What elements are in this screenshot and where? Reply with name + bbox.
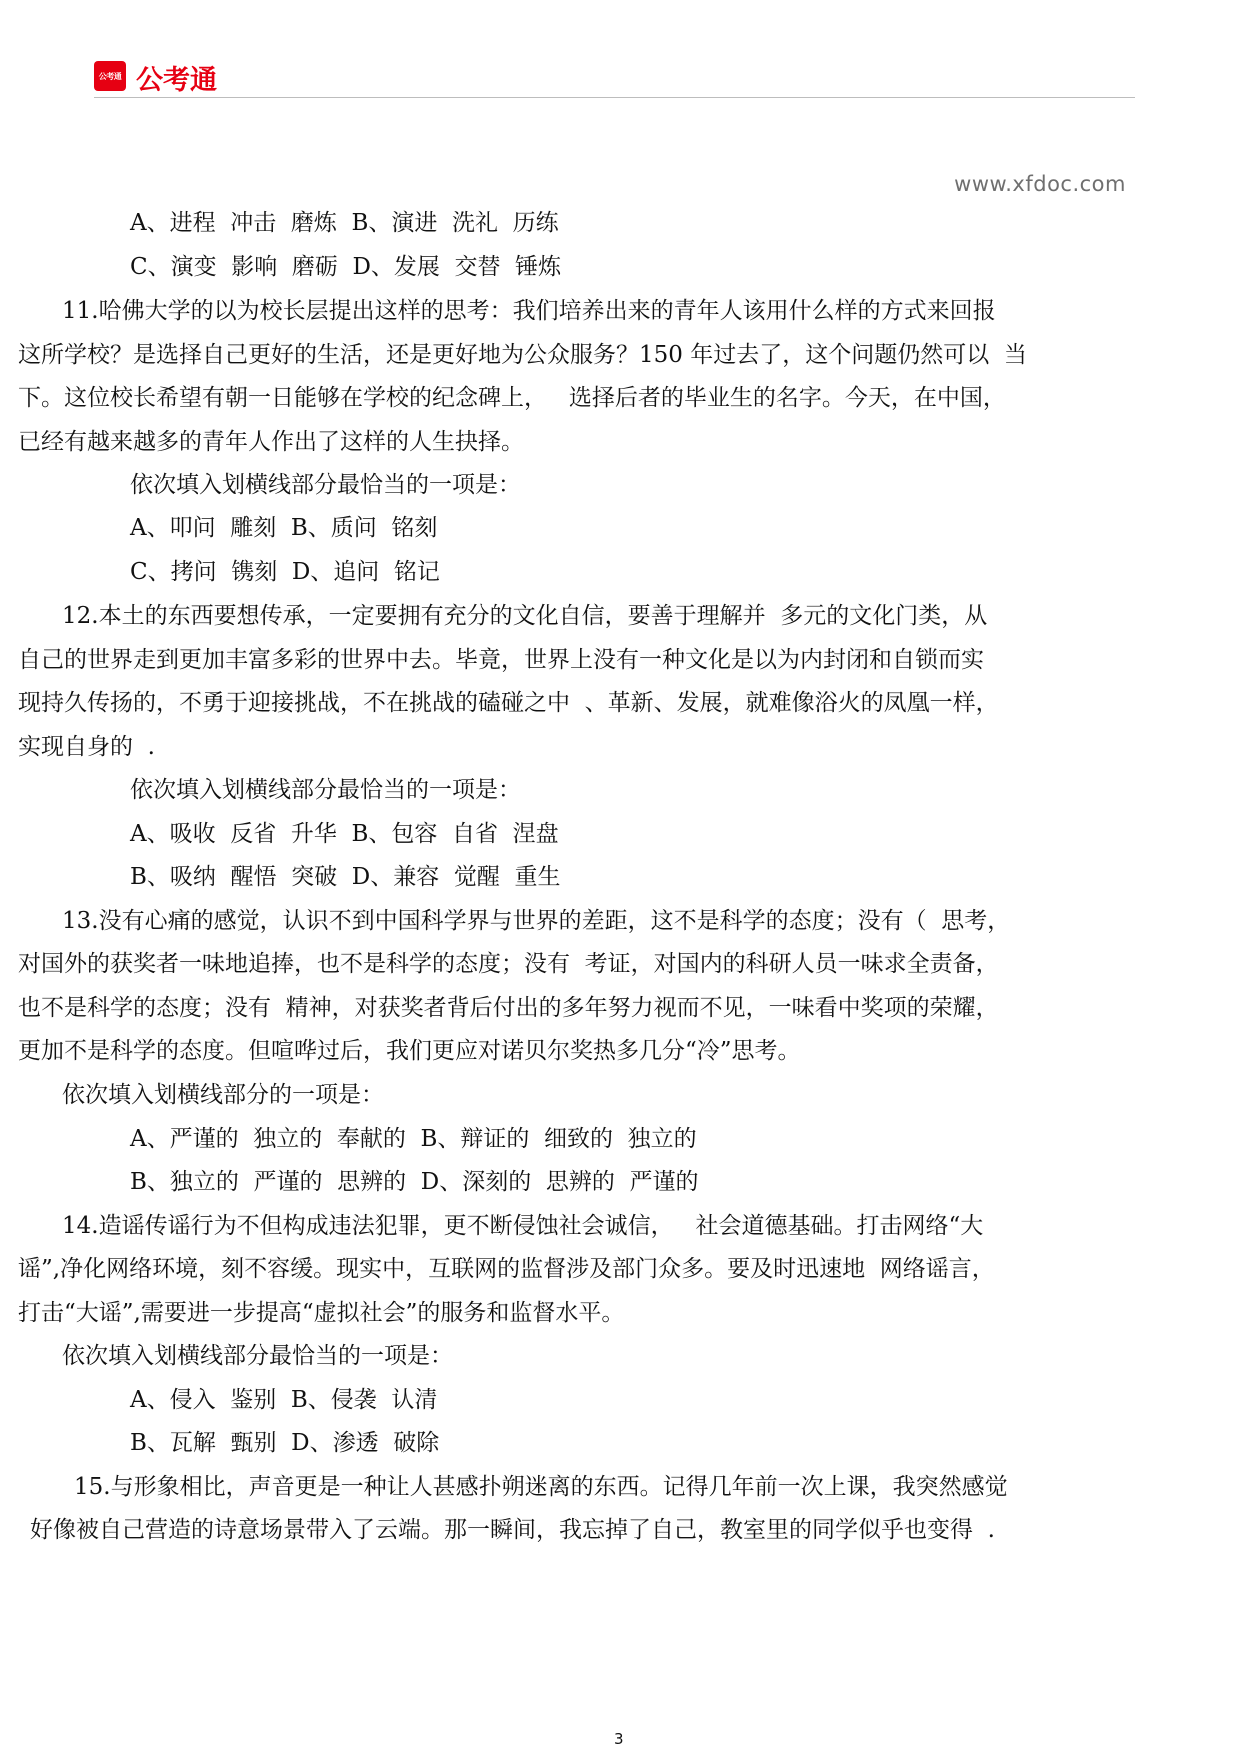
instruction-line: 依次填入划横线部分的一项是： [62, 1082, 384, 1108]
option-line: C、演变 影响 磨砺 D、发展 交替 锤炼 [130, 254, 562, 280]
question-line: 更加不是科学的态度。但喧哗过后，我们更应对诺贝尔奖热多几分“冷”思考。 [18, 1038, 801, 1064]
option-line: A、进程 冲击 磨炼 B、演进 洗礼 历练 [130, 210, 559, 236]
question-line: 对国外的获奖者一味地追捧，也不是科学的态度；没有 考证，对国内的科研人员一味求全责备， [18, 951, 999, 977]
option-line: B、瓦解 甄别 D、渗透 破除 [130, 1430, 440, 1456]
option-line: A、侵入 鉴别 B、侵袭 认清 [130, 1387, 438, 1413]
document-header [94, 58, 1135, 98]
watermark-url: www.xfdoc.com [954, 172, 1126, 196]
option-line: B、独立的 严谨的 思辨的 D、深刻的 思辨的 严谨的 [130, 1169, 699, 1195]
page-number: 3 [614, 1730, 624, 1748]
option-line: A、吸收 反省 升华 B、包容 自省 涅盘 [130, 821, 559, 847]
instruction-line: 依次填入划横线部分最恰当的一项是： [130, 777, 521, 803]
question-line: 14.造谣传谣行为不但构成违法犯罪，更不断侵蚀社会诚信， 社会道德基础。打击网络“大 [62, 1213, 984, 1239]
question-line: 13.没有心痛的感觉，认识不到中国科学界与世界的差距，这不是科学的态度；没有（ 思考， [62, 908, 1011, 934]
question-line: 也不是科学的态度；没有 精神，对获奖者背后付出的多年努力视而不见，一味看中奖项的荣耀， [18, 995, 999, 1021]
header-divider [94, 97, 1135, 98]
question-line: 打击“大谣”,需要进一步提高“虚拟社会”的服务和监督水平。 [18, 1300, 625, 1326]
brand-name: 公考通 [136, 65, 217, 96]
option-line: A、叩问 雕刻 B、质问 铭刻 [130, 515, 438, 541]
question-line: 12.本土的东西要想传承，一定要拥有充分的文化自信，要善于理解并 多元的文化门类，从 [62, 603, 988, 629]
question-line: 好像被自己营造的诗意场景带入了云端。那一瞬间，我忘掉了自己，教室里的同学似乎也变得 . [30, 1517, 995, 1543]
question-line: 15.与形象相比，声音更是一种让人甚感扑朔迷离的东西。记得几年前一次上课，我突然感觉 [74, 1474, 1008, 1500]
option-line: B、吸纳 醒悟 突破 D、兼容 觉醒 重生 [130, 864, 561, 890]
question-line: 实现自身的 . [18, 734, 155, 760]
question-line: 已经有越来越多的青年人作出了这样的人生抉择。 [18, 429, 524, 455]
question-line: 11.哈佛大学的以为校长层提出这样的思考：我们培养出来的青年人该用什么样的方式来回报 [62, 298, 996, 324]
option-line: A、严谨的 独立的 奉献的 B、辩证的 细致的 独立的 [130, 1126, 697, 1152]
instruction-line: 依次填入划横线部分最恰当的一项是： [62, 1343, 453, 1369]
question-line: 谣”,净化网络环境，刻不容缓。现实中，互联网的监督涉及部门众多。要及时迅速地 网络谣言， [18, 1256, 995, 1282]
instruction-line: 依次填入划横线部分最恰当的一项是： [130, 472, 521, 498]
option-line: C、拷问 镌刻 D、追问 铭记 [130, 559, 440, 585]
question-line: 这所学校？是选择自己更好的生活，还是更好地为公众服务？150 年过去了，这个问题仍然可以 当 [18, 342, 1027, 368]
question-line: 现持久传扬的，不勇于迎接挑战，不在挑战的磕碰之中 、革新、发展，就难像浴火的凤凰一样， [18, 690, 999, 716]
question-line: 自己的世界走到更加丰富多彩的世界中去。毕竟，世界上没有一种文化是以为内封闭和自锁而实 [18, 647, 984, 673]
question-line: 下。这位校长希望有朝一日能够在学校的纪念碑上， 选择后者的毕业生的名字。今天，在中国， [18, 385, 1006, 411]
brand-logo-icon: 公考通 [94, 61, 126, 91]
